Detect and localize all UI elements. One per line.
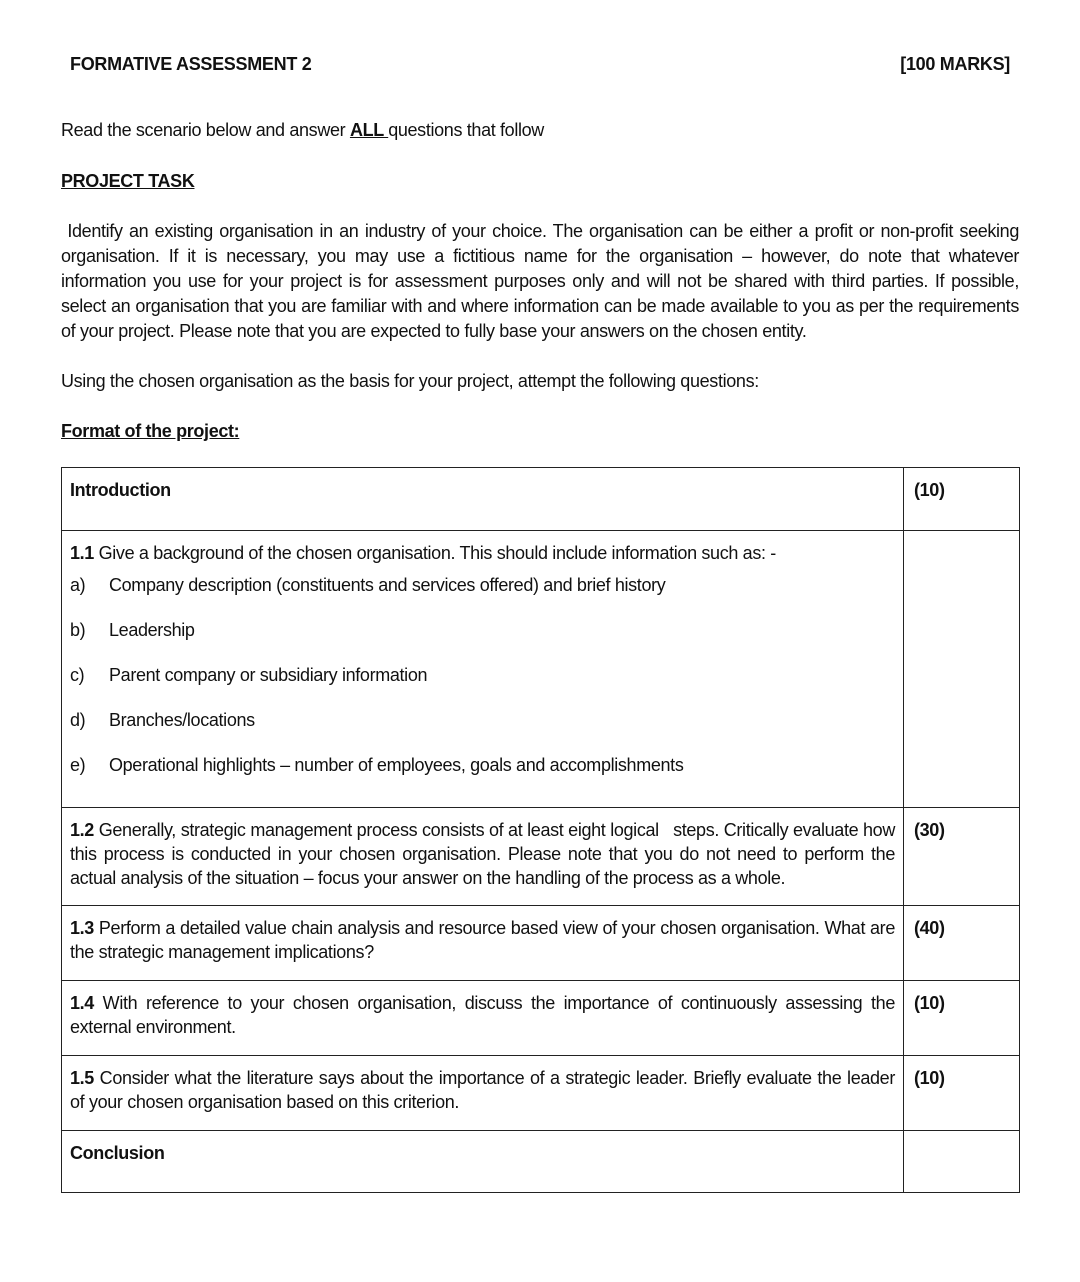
item-letter: c) xyxy=(70,665,85,685)
question-1-1-marks xyxy=(904,531,1020,808)
question-1-4-text xyxy=(62,981,904,1056)
table-row-q1-2 xyxy=(62,808,1020,906)
question-body: Consider what the literature says about the importance of a strategic leader. Briefly evaluate the leader of your chosen organisation based on this criterion. xyxy=(70,1068,900,1112)
list-item xyxy=(70,753,895,777)
item-letter: e) xyxy=(70,755,86,775)
item-text: Leadership xyxy=(109,620,195,640)
table-row-conclusion xyxy=(62,1131,1020,1193)
question-number: 1.2 xyxy=(70,820,94,840)
question-number: 1.4 xyxy=(70,993,94,1013)
instruction-emphasis: ALL xyxy=(349,120,389,140)
question-number: 1.5 xyxy=(70,1068,94,1088)
list-item xyxy=(70,708,895,732)
question-1-1-text xyxy=(70,541,895,565)
list-item xyxy=(70,618,895,642)
instruction-before: Read the scenario below and answer xyxy=(61,120,350,140)
list-item xyxy=(70,663,895,687)
instruction-line xyxy=(61,120,544,141)
format-table xyxy=(61,467,1020,1193)
question-1-2-text xyxy=(62,808,904,906)
table-row-q1-3 xyxy=(62,906,1020,981)
question-body: Give a background of the chosen organisation. This should include information such as: - xyxy=(93,543,776,563)
question-body: Perform a detailed value chain analysis and resource based view of your chosen organisation. What are the strategic management implications? xyxy=(70,918,900,962)
using-instruction: Using the chosen organisation as the basis for your project, attempt the following questions: xyxy=(61,371,759,391)
item-letter: d) xyxy=(70,710,86,730)
item-text: Parent company or subsidiary information xyxy=(109,665,428,685)
total-marks: [100 MARKS] xyxy=(900,54,1010,74)
conclusion-marks xyxy=(904,1131,1020,1193)
question-body: With reference to your chosen organisation, discuss the importance of continuously assessing the external environment. xyxy=(70,993,900,1037)
table-row-q1-5 xyxy=(62,1056,1020,1131)
question-1-3-text xyxy=(62,906,904,981)
question-body: Generally, strategic management process consists of at least eight logical steps. Critically evaluate how this process is conducted in your chosen organisation. Please note that you do not need to perform the actual analysis of the situation – focus your answer on the handling of the process as a whole. xyxy=(70,820,900,888)
question-number: 1.3 xyxy=(70,918,94,938)
sub-item-list xyxy=(70,573,895,777)
question-1-2-marks: (30) xyxy=(904,808,1020,906)
question-number: 1.1 xyxy=(70,543,94,563)
conclusion-label: Conclusion xyxy=(62,1131,904,1193)
question-1-4-marks: (10) xyxy=(904,981,1020,1056)
item-text: Company description (constituents and services offered) and brief history xyxy=(109,575,666,595)
item-letter: a) xyxy=(70,575,86,595)
item-text: Operational highlights – number of employees, goals and accomplishments xyxy=(109,755,684,775)
item-letter: b) xyxy=(70,620,86,640)
list-item xyxy=(70,573,895,597)
question-1-5-text xyxy=(62,1056,904,1131)
item-text: Branches/locations xyxy=(109,710,255,730)
table-row-q1-4 xyxy=(62,981,1020,1056)
instruction-after: questions that follow xyxy=(388,120,544,140)
project-task-heading: PROJECT TASK xyxy=(61,171,195,191)
introduction-label: Introduction xyxy=(62,468,904,531)
scenario-paragraph: Identify an existing organisation in an industry of your choice. The organisation can be either a profit or non-profit seeking organisation. If it is necessary, you may use a fictitious name for the organisation – however, do note that whatever information you use for your project is for assessment purposes only and will not be shared with third parties. If possible, select an organisation that you are familiar with and where information can be made available to you as per the requirements of your project. Please note that you are expected to fully base your answers on the chosen entity. xyxy=(61,221,1024,341)
format-heading: Format of the project: xyxy=(61,421,240,441)
assessment-title: FORMATIVE ASSESSMENT 2 xyxy=(70,54,312,74)
introduction-marks: (10) xyxy=(904,468,1020,531)
table-row-introduction xyxy=(62,468,1020,531)
question-1-3-marks: (40) xyxy=(904,906,1020,981)
question-1-5-marks: (10) xyxy=(904,1056,1020,1131)
question-1-1-cell xyxy=(62,531,904,808)
table-row-q1-1 xyxy=(62,531,1020,808)
